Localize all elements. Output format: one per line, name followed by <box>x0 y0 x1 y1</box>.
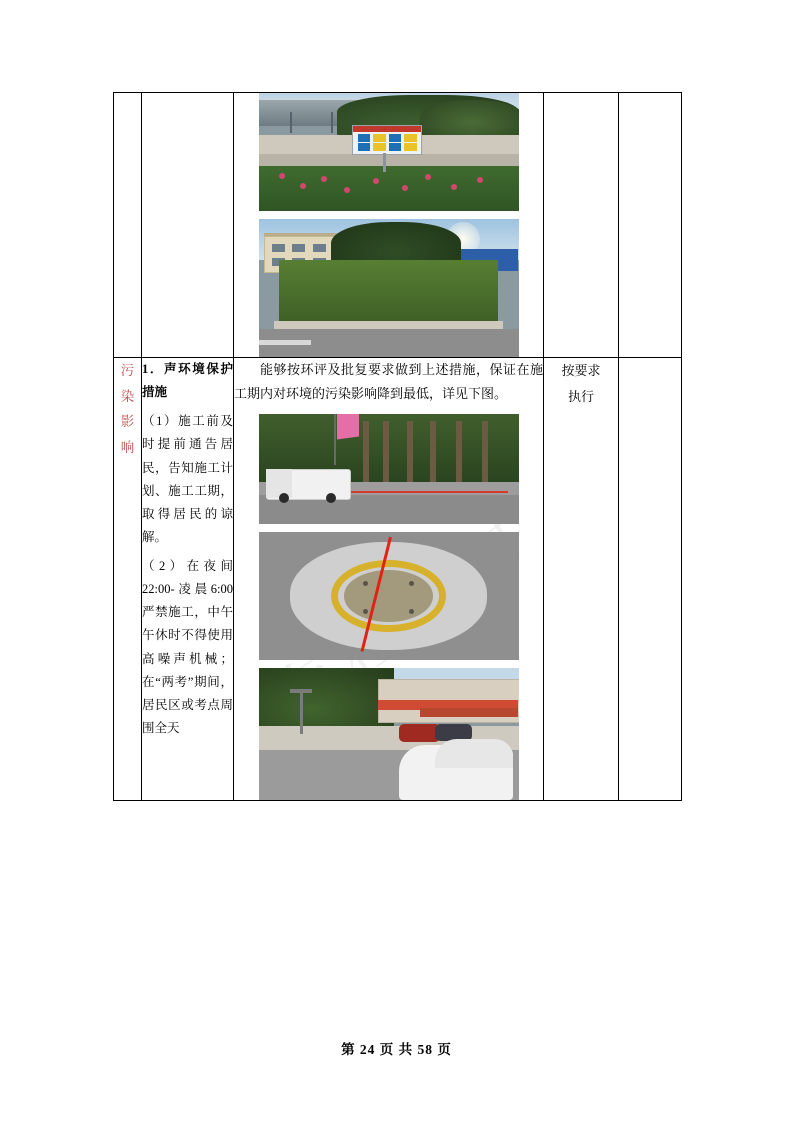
description-text: 能够按环评及批复要求做到上述措施，保证在施工期内对环境的污染影响降到最低，详见下图。 <box>234 362 543 402</box>
last-cell-empty <box>619 93 682 358</box>
page-footer: 第 24 页 共 58 页 <box>341 1042 452 1057</box>
measure-cell <box>142 358 234 801</box>
requirement-line: 按要求 <box>561 363 601 378</box>
content-table <box>113 92 682 801</box>
table-row <box>114 93 682 358</box>
description-cell <box>234 93 544 358</box>
category-cell <box>114 358 142 801</box>
category-char: 污 <box>120 363 135 378</box>
table-row <box>114 358 682 801</box>
category-char: 染 <box>120 388 135 404</box>
photo-construction-site-safety-sign <box>259 93 519 211</box>
description-cell <box>234 358 544 801</box>
safety-sign-board <box>352 125 422 155</box>
last-cell-empty <box>619 358 682 801</box>
requirement-cell-empty <box>544 93 619 358</box>
measure-cell-empty <box>142 93 234 358</box>
requirement-cell <box>544 358 619 801</box>
requirement-line: 执行 <box>567 389 594 404</box>
photo-manhole-cover-marking <box>259 532 519 660</box>
category-char: 响 <box>120 439 135 455</box>
photo-tree-lined-road-truck <box>259 414 519 524</box>
measure-title: 1．声环境保护措施 <box>142 362 233 400</box>
photo-street-parked-cars <box>259 668 519 800</box>
category-char: 影 <box>120 414 135 430</box>
measure-paragraph: （2）在夜间22:00-凌晨6:00严禁施工，中午午休时不得使用高噪声机械；在“两考”期间，居民区或考点周围全天 <box>142 559 233 735</box>
category-cell-empty <box>114 93 142 358</box>
pink-flag <box>337 414 359 439</box>
photo-vacant-lot-weeds <box>259 219 519 357</box>
measure-paragraph: （1）施工前及时提前通告居民，告知施工计划、施工工期，取得居民的谅解。 <box>142 414 233 544</box>
